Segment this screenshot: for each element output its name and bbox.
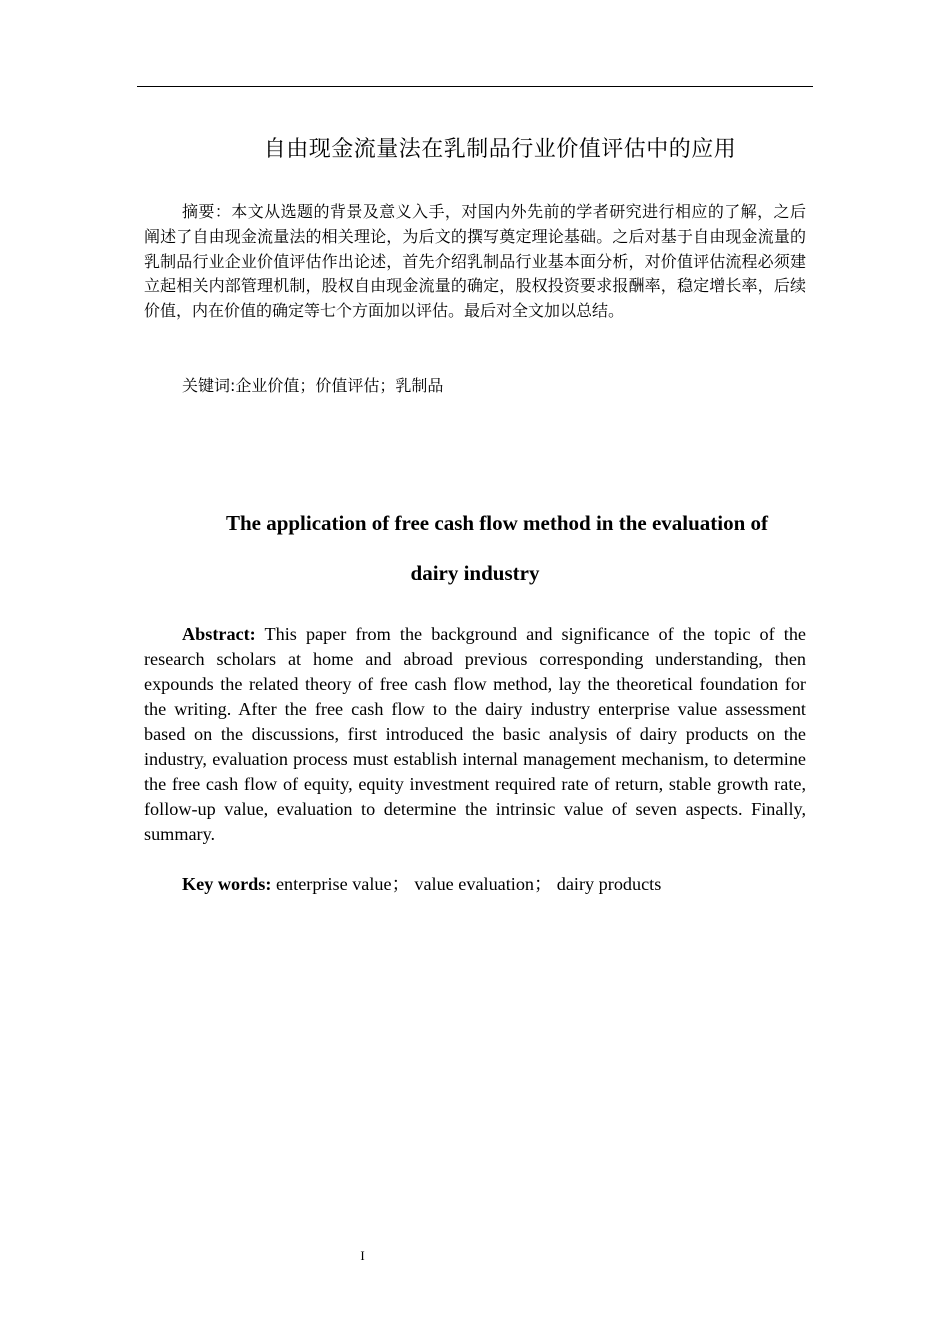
english-abstract-paragraph xyxy=(144,622,806,847)
english-keywords xyxy=(144,872,806,897)
chinese-abstract-label: 摘要： xyxy=(182,202,232,221)
english-keywords-label: Key words: xyxy=(182,874,272,894)
english-title-line-1: The application of free cash flow method in the evaluation of xyxy=(225,511,769,535)
chinese-title: 自由现金流量法在乳制品行业价值评估中的应用 xyxy=(263,137,737,162)
page-number: I xyxy=(360,1248,365,1263)
english-keyword-2: value evaluation； xyxy=(414,874,553,894)
chinese-abstract xyxy=(144,200,806,324)
header-rule xyxy=(137,86,813,87)
english-keyword-1: enterprise value； xyxy=(275,874,410,894)
chinese-abstract-text: 本文从选题的背景及意义入手，对国内外先前的学者研究进行相应的了解，之后阐述了自由现金流量法的相关理论，为后文的撰写奠定理论基础。之后对基于自由现金流量的乳制品行业企业价值评估作出论述，首先介绍乳制品行业基本面分析，对价值评估流程必须建立起相关内部管理机制，股权自由现金流量的确定，股权投资要求报酬率，稳定增长率，后续价值，内在价值的确定等七个方面加以评估。最后对全文加以总结。 xyxy=(144,202,806,321)
english-keyword-3: dairy products xyxy=(556,874,662,894)
chinese-keywords xyxy=(144,374,806,399)
english-abstract-label: Abstract: xyxy=(182,624,256,644)
chinese-keywords-label: 关键词 xyxy=(182,376,231,395)
chinese-abstract-paragraph xyxy=(144,200,806,324)
english-abstract xyxy=(144,622,806,847)
english-title-line-2: dairy industry xyxy=(410,561,540,585)
chinese-keywords-text: :企业价值；价值评估；乳制品 xyxy=(230,376,444,395)
english-abstract-text: This paper from the background and significance of the topic of the research scholars at home and abroad previous corresponding understanding, then expounds the related theory of free cash flow method, lay the theoretical foundation for the writing. After the free cash flow to the dairy industry enterprise value assessment based on the discussions, first introduced the basic analysis of dairy products on the industry, evaluation process must establish internal management mechanism, to determine the free cash flow of equity, equity investment required rate of return, stable growth rate, follow-up value, evaluation to determine the intrinsic value of seven aspects. Finally, summary. xyxy=(144,624,806,844)
